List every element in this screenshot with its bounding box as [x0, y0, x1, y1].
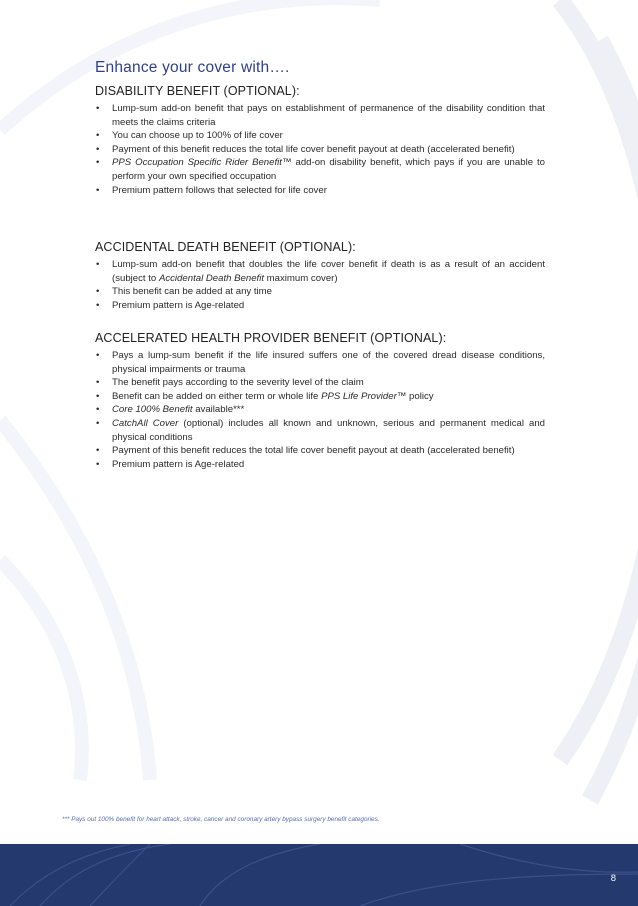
footnote: *** Pays out 100% benefit for heart attack, stroke, cancer and coronary artery bypass surgery benefit categories. — [62, 816, 380, 823]
page-number: 8 — [610, 873, 616, 884]
list-item: • Payment of this benefit reduces the total life cover benefit payout at death (accelerated benefit) — [95, 444, 545, 458]
list-item: • The benefit pays according to the severity level of the claim — [95, 376, 545, 390]
section-accelerated-health-provider-benefit — [95, 331, 545, 471]
list-item: • This benefit can be added at any time — [95, 285, 545, 299]
section-heading: ACCELERATED HEALTH PROVIDER BENEFIT (OPTIONAL): — [95, 331, 447, 345]
list-item: • Premium pattern follows that selected for life cover — [95, 184, 545, 198]
list-item: • Premium pattern is Age-related — [95, 299, 545, 313]
list-item: • PPS Occupation Specific Rider Benefit™ add-on disability benefit, which pays if you are unable to perform your own specified occupation — [95, 156, 545, 183]
list-item: • CatchAll Cover (optional) includes all known and unknown, serious and permanent medical and physical conditions — [95, 417, 545, 444]
list-item: • Payment of this benefit reduces the total life cover benefit payout at death (accelerated benefit) — [95, 143, 545, 157]
list-item: • You can choose up to 100% of life cover — [95, 129, 545, 143]
section-heading: ACCIDENTAL DEATH BENEFIT (OPTIONAL): — [95, 240, 356, 254]
bullet-list — [95, 258, 545, 312]
list-item: • Benefit can be added on either term or whole life PPS Life Provider™ policy — [95, 390, 545, 404]
section-heading: DISABILITY BENEFIT (OPTIONAL): — [95, 84, 300, 98]
list-item: • Premium pattern is Age-related — [95, 458, 545, 472]
footer-band — [0, 844, 638, 906]
page-title: Enhance your cover with…. — [95, 59, 290, 76]
bullet-list — [95, 349, 545, 471]
list-item: • Core 100% Benefit available*** — [95, 403, 545, 417]
bullet-list — [95, 102, 545, 197]
section-accidental-death-benefit — [95, 240, 545, 312]
footer-arcs — [0, 844, 638, 906]
list-item: • Lump-sum add-on benefit that doubles the life cover benefit if death is as a result of an accident (subject to Accidental Death Benefit maximum cover) — [95, 258, 545, 285]
list-item: • Pays a lump-sum benefit if the life insured suffers one of the covered dread disease conditions, physical impairments or trauma — [95, 349, 545, 376]
section-disability-benefit — [95, 84, 545, 197]
list-item: • Lump-sum add-on benefit that pays on establishment of permanence of the disability condition that meets the claims criteria — [95, 102, 545, 129]
